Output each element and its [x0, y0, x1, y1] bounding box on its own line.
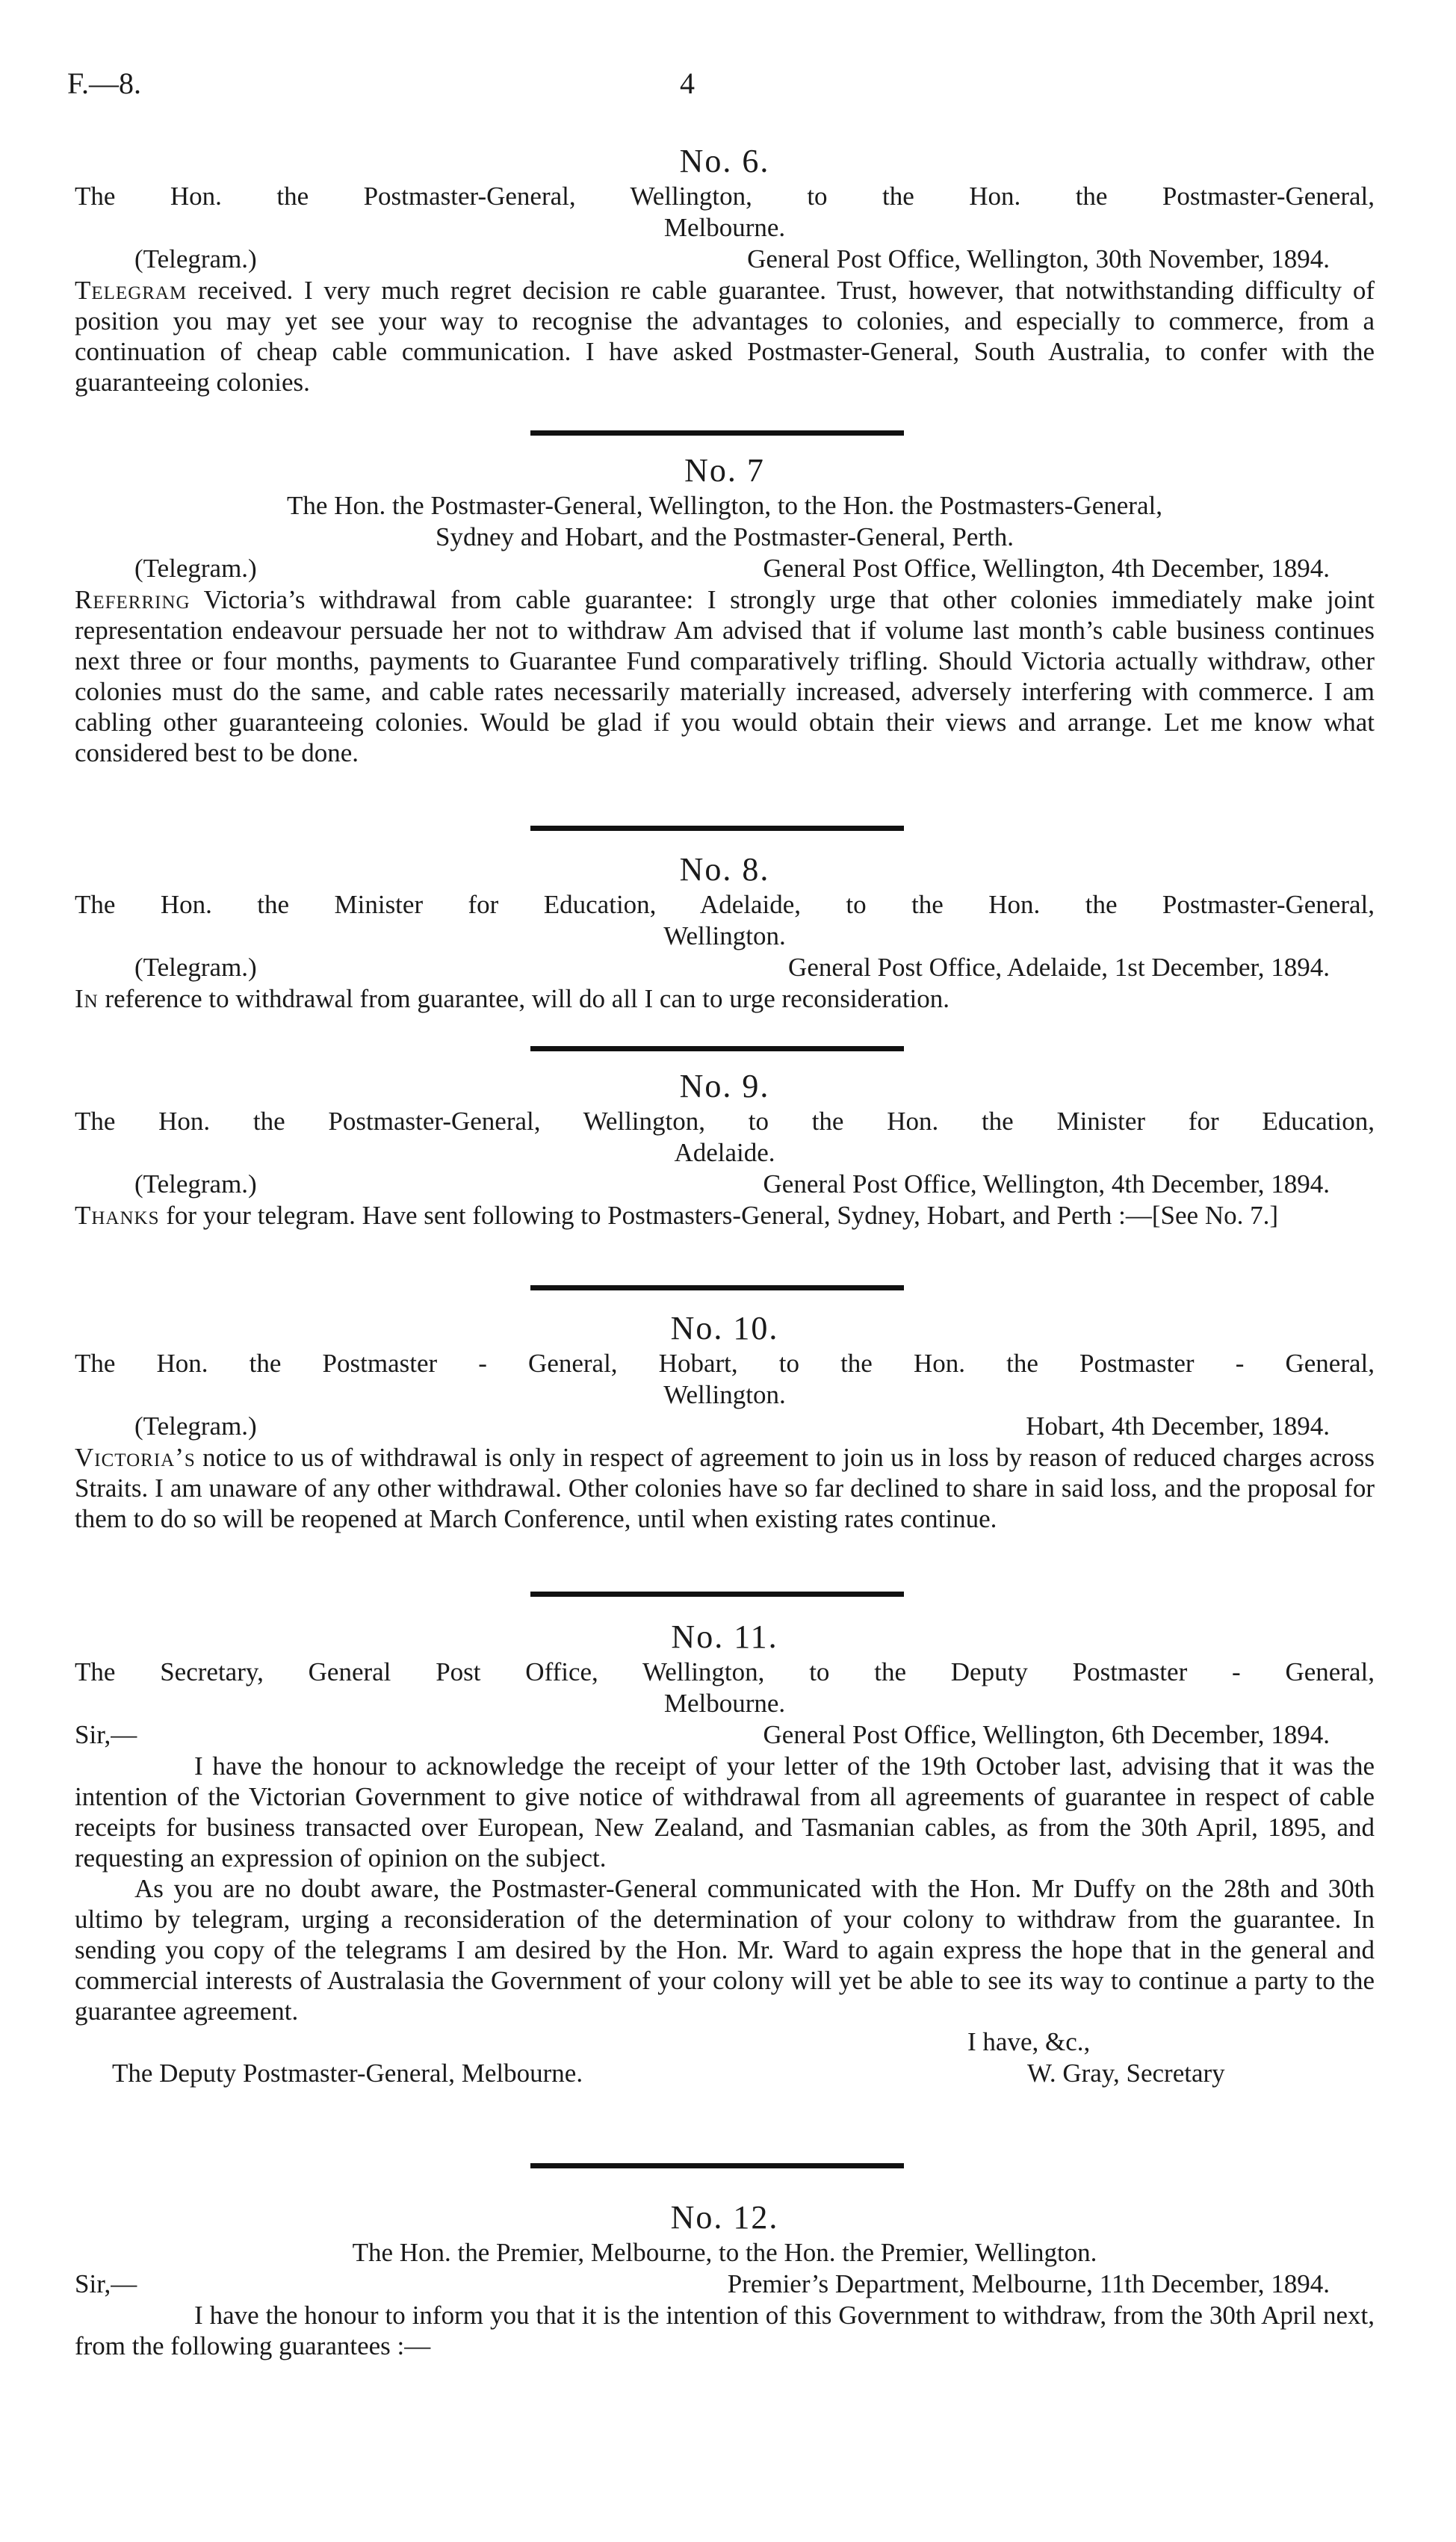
section-divider	[530, 1046, 904, 1051]
message-body	[75, 1200, 1375, 1231]
message-body	[75, 983, 1375, 1014]
dateline	[75, 952, 1375, 983]
document-page	[67, 0, 1375, 2542]
origin-date: General Post Office, Adelaide, 1st December, 1894.	[788, 953, 1330, 982]
page-header	[67, 66, 1375, 111]
letter-paragraph-2: As you are no doubt aware, the Postmaster-General communicated with the Hon. Mr Duffy on the 28th and 30th ultimo by telegram, urging a reconsideration of the determination of your colony to withdraw from the guarantee. In sending you copy of the telegrams I am desired by the Hon. Mr. Ward to again express the hope that in the general and commercial interests of Australasia the Government of your colony will yet be able to see its way to continue a party to the guarantee agreement.	[75, 1874, 1375, 2026]
telegram-no-10	[75, 1309, 1375, 1534]
address-line-2: Wellington.	[663, 921, 786, 950]
letter-signoff	[75, 2026, 1375, 2089]
section-divider	[530, 2163, 904, 2168]
letter-no-12	[75, 2198, 1375, 2361]
address-line-2: Melbourne.	[663, 1689, 786, 1718]
letter-paragraph-1: I have the honour to acknowledge the receipt of your letter of the 19th October last, advising that it was the intention of the Victorian Government to give notice of withdrawal from all agreements of guarantee in respect of cable receipts for business transacted over European, New Zealand, and Tasmanian cables, as from the 30th April, 1895, and requesting an expression of opinion on the subject.	[75, 1751, 1375, 1873]
address-line: The Hon. the Premier, Melbourne, to the Hon. the Premier, Wellington.	[352, 2238, 1097, 2267]
message-text: Victoria’s withdrawal from cable guarantee: I strongly urge that other colonies immediately make joint representation endeavour persuade her not to withdraw Am advised that if volume last month’s cable business continues next three or four months, payments to Guarantee Fund comparatively trifling. Should Victoria actually withdraw, other colonies must do the same, and cable rates necessarily materially increased, adversely interfering with commerce. I am cabling other guaranteeing colonies. Would be glad if you would obtain their views and arrange. Let me know what considered best to be done.	[75, 585, 1375, 767]
telegram-no-6	[75, 142, 1375, 398]
dateline	[75, 1719, 1375, 1751]
item-number: No. 10.	[670, 1310, 779, 1346]
lead-word: In	[75, 984, 99, 1013]
address-line: The Hon. the Postmaster-General, Wellington, to the Hon. the Postmaster-General,	[75, 182, 1375, 211]
message-type: (Telegram.)	[134, 1411, 257, 1441]
section-divider	[530, 826, 904, 831]
dateline	[75, 1411, 1375, 1442]
lead-word: Telegram	[75, 276, 188, 305]
letter-paragraph-1: I have the honour to inform you that it is the intention of this Government to withdraw, from the 30th April next, from the following guarantees :—	[75, 2301, 1375, 2360]
signature: W. Gray, Secretary	[1027, 2059, 1225, 2088]
lead-word: Victoria’s	[75, 1443, 196, 1472]
message-type: (Telegram.)	[134, 1169, 257, 1199]
message-text: received. I very much regret decision re cable guarantee. Trust, however, that notwithstanding difficulty of position you may yet see your way to recognise the advantages to colonies, and especially to commerce, from a continuation of cheap cable communication. I have asked Postmaster-General, South Australia, to confer with the guaranteeing colonies.	[75, 276, 1375, 397]
address-line: The Hon. the Postmaster - General, Hobart, to the Hon. the Postmaster - General,	[75, 1349, 1375, 1378]
lead-word: Thanks	[75, 1201, 160, 1230]
address-line: The Hon. the Minister for Education, Adelaide, to the Hon. the Postmaster-General,	[75, 890, 1375, 919]
address-line-2: Wellington.	[663, 1380, 786, 1409]
message-body	[75, 584, 1375, 768]
item-number: No. 12.	[670, 2199, 779, 2236]
message-text: reference to withdrawal from guarantee, will do all I can to urge reconsideration.	[98, 984, 950, 1013]
message-type: (Telegram.)	[134, 554, 257, 583]
dateline	[75, 2269, 1375, 2300]
salutation: Sir,—	[75, 1720, 137, 1749]
section-divider	[530, 430, 904, 436]
item-number: No. 6.	[679, 143, 770, 179]
closing: I have, &c.,	[967, 2027, 1091, 2056]
address-line: The Hon. the Postmaster-General, Wellington, to the Hon. the Minister for Education,	[75, 1107, 1375, 1136]
message-type: (Telegram.)	[134, 953, 257, 982]
address-line-2: Adelaide.	[674, 1138, 775, 1167]
message-text: for your telegram. Have sent following to Postmasters-General, Sydney, Hobart, and Perth :—[See No. 7.]	[159, 1201, 1279, 1230]
item-number: No. 9.	[679, 1068, 770, 1104]
origin-date: General Post Office, Wellington, 4th December, 1894.	[763, 1169, 1330, 1199]
section-divider	[530, 1285, 904, 1290]
origin-date: Hobart, 4th December, 1894.	[1026, 1411, 1330, 1441]
origin-date: Premier’s Department, Melbourne, 11th December, 1894.	[727, 2269, 1330, 2298]
telegram-no-7	[75, 451, 1375, 768]
address-line-2: Sydney and Hobart, and the Postmaster-General, Perth.	[436, 522, 1014, 551]
item-number: No. 11.	[671, 1618, 778, 1655]
message-body	[75, 1442, 1375, 1534]
item-number: No. 7	[684, 452, 765, 489]
message-type: (Telegram.)	[134, 244, 257, 273]
telegram-no-9	[75, 1067, 1375, 1231]
dateline	[75, 244, 1375, 275]
origin-date: General Post Office, Wellington, 30th November, 1894.	[747, 244, 1330, 273]
telegram-no-8	[75, 850, 1375, 1014]
origin-date: General Post Office, Wellington, 6th December, 1894.	[763, 1720, 1330, 1749]
page-number: 4	[680, 67, 695, 100]
dateline	[75, 553, 1375, 584]
address-line-2: Melbourne.	[663, 213, 786, 242]
origin-date: General Post Office, Wellington, 4th December, 1894.	[763, 554, 1330, 583]
paper-reference: F.—8.	[67, 67, 142, 100]
message-text: notice to us of withdrawal is only in respect of agreement to join us in loss by reason of reduced charges across Straits. I am unaware of any other withdrawal. Other colonies have so far declined to share in said loss, and the proposal for them to do so will be reopened at March Conference, until when existing rates continue.	[75, 1443, 1375, 1533]
letter-no-11	[75, 1618, 1375, 2089]
message-body	[75, 275, 1375, 398]
address-line: The Hon. the Postmaster-General, Wellington, to the Hon. the Postmasters-General,	[287, 491, 1162, 520]
section-divider	[530, 1592, 904, 1597]
address-line: The Secretary, General Post Office, Wellington, to the Deputy Postmaster - General,	[75, 1657, 1375, 1686]
dateline	[75, 1169, 1375, 1200]
addressee: The Deputy Postmaster-General, Melbourne.	[112, 2059, 583, 2088]
lead-word: Referring	[75, 585, 190, 614]
salutation: Sir,—	[75, 2269, 137, 2298]
item-number: No. 8.	[679, 851, 770, 888]
